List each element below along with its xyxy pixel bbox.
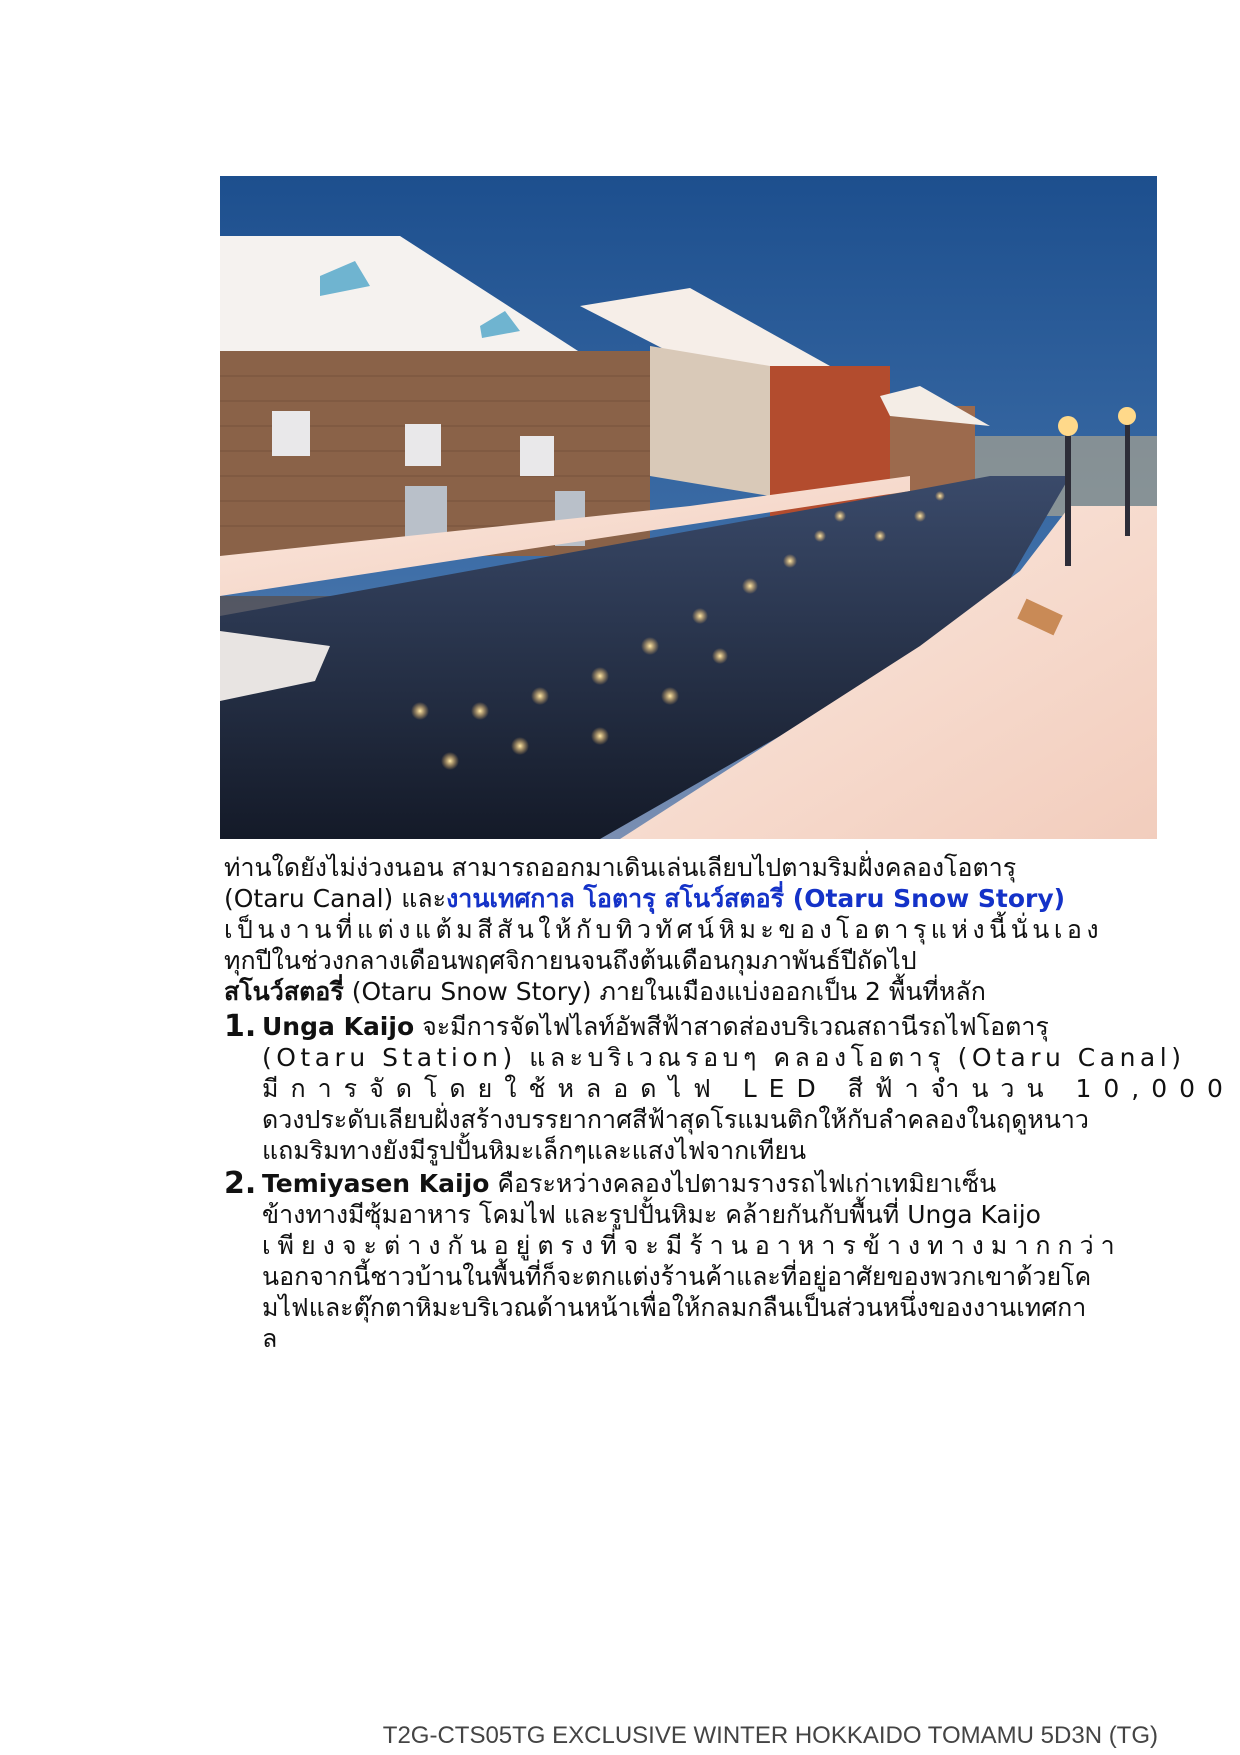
- list-item-number: 1.: [224, 1009, 257, 1044]
- intro-paragraph: [224, 852, 1160, 976]
- list-item-line: มีการจัดโดยใช้หลอดไฟ LED สีฟ้าจำนวน 10,000: [262, 1074, 1235, 1103]
- article-body: [224, 852, 1235, 1354]
- list-item-line: นอกจากนี้ชาวบ้านในพื้นที่ก็จะตกแต่งร้านค้าและที่อยู่อาศัยของพวกเขาด้วยโค: [262, 1262, 1092, 1291]
- list-item-line: มไฟและตุ๊กตาหิมะบริเวณด้านหน้าเพื่อให้กลมกลืนเป็นส่วนหนึ่งของงานเทศกา: [262, 1293, 1087, 1322]
- area-list: [224, 1009, 1235, 1354]
- list-item: [224, 1009, 1235, 1166]
- list-item-line: ข้างทางมีซุ้มอาหาร โคมไฟ และรูปปั้นหิมะ คล้ายกันกับพื้นที่ Unga Kaijo: [262, 1200, 1041, 1229]
- list-item-line: (Otaru Station) และบริเวณรอบๆ คลองโอตารุ (Otaru Canal): [262, 1043, 1186, 1072]
- list-item-line: เพียงจะต่างกันอยู่ตรงที่จะมีร้านอาหารข้างทางมากกว่า: [262, 1231, 1122, 1260]
- subheading-rest: (Otaru Snow Story) ภายในเมืองแบ่งออกเป็น 2 พื้นที่หลัก: [343, 977, 986, 1006]
- list-item-term: Unga Kaijo: [262, 1012, 415, 1041]
- intro-line-2-prefix: (Otaru Canal) และ: [224, 884, 447, 913]
- list-item-line: ล: [262, 1324, 278, 1353]
- page-footer: T2G-CTS05TG EXCLUSIVE WINTER HOKKAIDO TOMAMU 5D3N (TG): [382, 1722, 1158, 1749]
- list-item: [224, 1168, 1160, 1354]
- list-item-term: Temiyasen Kaijo: [262, 1169, 490, 1198]
- subheading-bold: สโนว์สตอรี่: [224, 977, 344, 1006]
- list-item-number: 2.: [224, 1166, 257, 1201]
- canal-illustration: [220, 176, 1157, 839]
- list-item-line: คือระหว่างคลองไปตามรางรถไฟเก่าเทมิยาเซ็น: [489, 1169, 997, 1198]
- festival-highlight: งานเทศกาล โอตารุ สโนว์สตอรี่ (Otaru Snow Story): [446, 884, 1066, 913]
- intro-line-1: ท่านใดยังไม่ง่วงนอน สามารถออกมาเดินเล่นเลียบไปตามริมฝั่งคลองโอตารุ: [224, 853, 1017, 882]
- snow-story-subheading: [224, 976, 1160, 1007]
- otaru-canal-photo: [220, 176, 1157, 839]
- list-item-line: ดวงประดับเลียบฝั่งสร้างบรรยากาศสีฟ้าสุดโรแมนติกให้กับลำคลองในฤดูหนาว: [262, 1105, 1089, 1134]
- intro-line-4: ทุกปีในช่วงกลางเดือนพฤศจิกายนจนถึงต้นเดือนกุมภาพันธ์ปีถัดไป: [224, 946, 917, 975]
- list-item-line: แถมริมทางยังมีรูปปั้นหิมะเล็กๆและแสงไฟจากเทียน: [262, 1136, 807, 1165]
- list-item-line: จะมีการจัดไฟไลท์อัพสีฟ้าสาดส่องบริเวณสถานีรถไฟโอตารุ: [414, 1012, 1049, 1041]
- intro-line-3: เป็นงานที่แต่งแต้มสีสันให้กับทิวทัศน์หิมะของโอตารุแห่งนี้นั่นเอง: [224, 915, 1104, 944]
- intro-line-2: [224, 884, 1065, 913]
